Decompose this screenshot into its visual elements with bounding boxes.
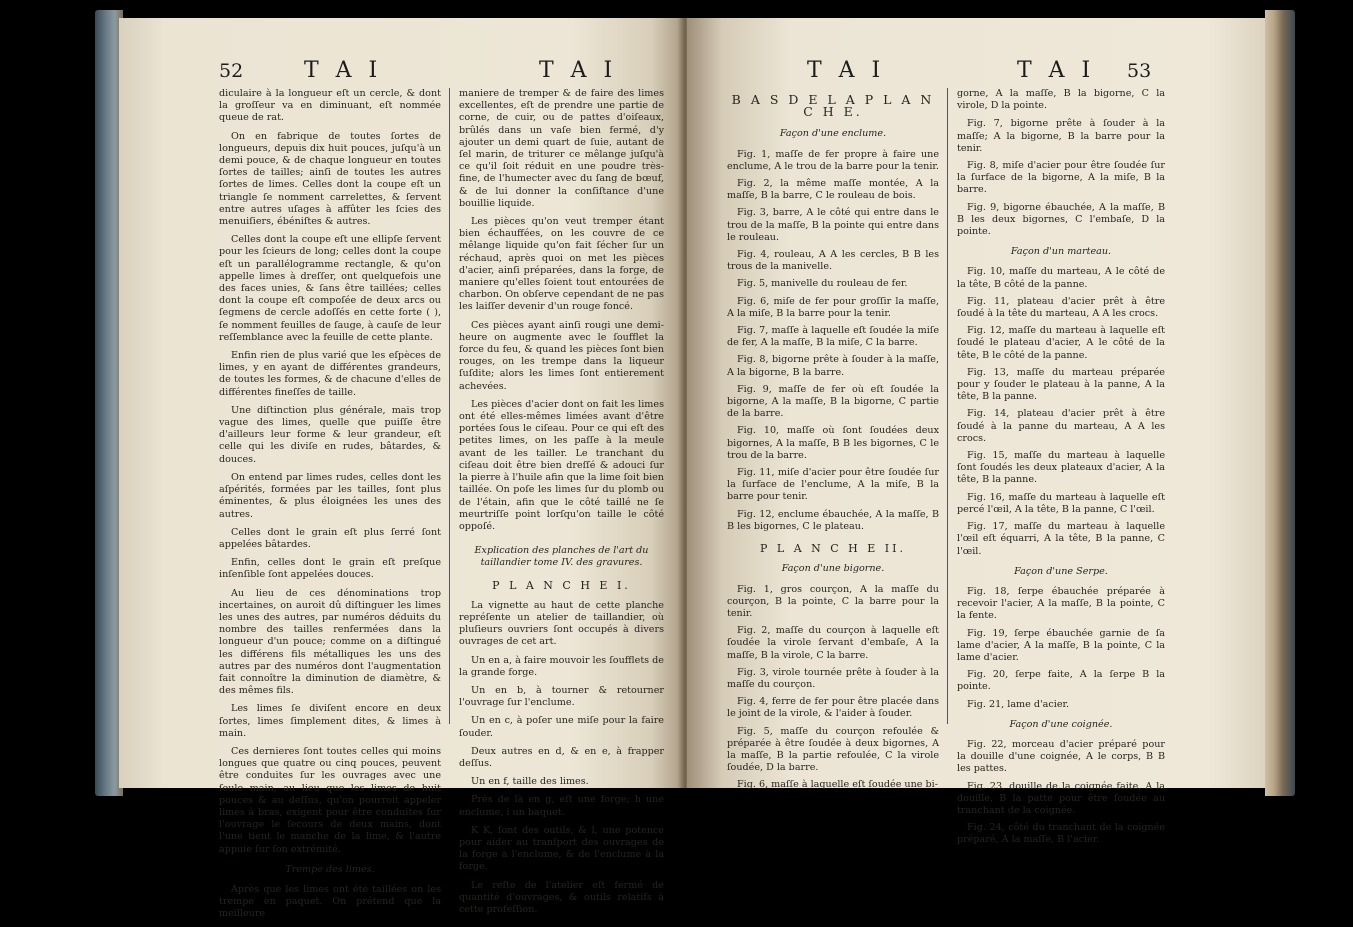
paragraph: Enfin rien de plus varié que les eſpèces de limes, y en ayant de différentes grandeurs, de toutes les formes, & de chacune d'elles de différentes fineſſes de taille. <box>219 350 441 398</box>
section-heading: Façon d'un marteau. <box>1010 246 1112 258</box>
figure-caption: Fig. 1, gros courçon, A la maſſe du courçon, B la pointe, C la barre pour la tenir. <box>727 583 939 619</box>
right-page-column-1 <box>727 88 939 797</box>
left-page-column-1 <box>219 88 441 927</box>
figure-caption: Fig. 2, maſſe du courçon à laquelle eſt ſoudée la virole ſervant d'embaſe, A la maſſe, B la virole, C la barre. <box>727 625 939 661</box>
section-heading: Explication des planches de l'art du taillandier tome IV. des gravures. <box>474 545 649 569</box>
figure-caption: Fig. 8, miſe d'acier pour être ſoudée ſur la ſurface de la bigorne, A la miſe, B la barre. <box>957 160 1165 196</box>
running-head-left-col: T A I <box>304 58 383 83</box>
figure-caption: Fig. 16, maſſe du marteau à laquelle eſt percé l'œil, A la tête, B la panne, C l'œil. <box>957 491 1165 515</box>
paragraph: Les pièces d'acier dont on fait les limes ont été elles-mêmes limées avant d'être portées ſous le ciſeau. Pour ce qui eſt des petites limes, on les paſſe à la meule avant de les tailler. Le tranchant du ciſeau doit être bien dreſſé & adouci ſur la pierre à l'huile afin que la lime ſoit bien taillée. On poſe les limes ſur du plomb ou de l'étain, afin que le côté taillé ne ſe meurtriſſe point lorſqu'on taille le côté oppoſé. <box>459 398 664 532</box>
paragraph: Au lieu de ces dénominations trop incertaines, on auroit dû diſtinguer les limes les unes des autres, par numéros déduits du nombre des tailles renfermées dans la longueur d'un pouce; comme on a diſtingué les différens fils métalliques les uns des autres par des numéros dont l'augmentation fait connoître la diminution de diamètre, & des mêmes fils. <box>219 587 441 697</box>
running-head-right-col: T A I <box>539 58 618 83</box>
paragraph: Près de là en g, eſt une forge; h une enclume, i un baquet. <box>459 794 664 818</box>
paragraph: Après que les limes ont été taillées on les trempe en paquet. On prétend que la meilleure <box>219 883 441 920</box>
figure-caption: Fig. 6, miſe de fer pour groſſir la maſſe, A la miſe, B la barre pour la tenir. <box>727 295 939 319</box>
figure-caption: Fig. 21, lame d'acier. <box>967 698 1070 710</box>
paragraph: Celles dont le grain eſt plus ſerré ſont appelées bâtardes. <box>219 526 441 550</box>
figure-caption: Fig. 3, virole tournée prête à ſouder à la maſſe du courçon. <box>727 666 939 690</box>
paragraph: Ces pièces ayant ainſi rougi une demi-heure on augmente avec le ſoufflet la force du feu, & quand les pièces ſont bien rouges, on les trempe dans la liqueur ſuſdite; alors les limes ſont entierement achevées. <box>459 319 664 392</box>
paragraph: maniere de tremper & de faire des limes excellentes, eſt de prendre une partie de corne, de cuir, ou de pattes d'oiſeaux, brûlés dans un vaſe bien fermé, d'y ajouter un demi quart de ſuie, autant de ſel marin, de triturer ce mêlange juſqu'à ce qu'il ſoit réduit en une poudre très-fine, de l'humecter avec du ſang de bœuf, & de lui donner la conſiſtance d'une bouillie liquide. <box>459 88 664 209</box>
figure-caption: Fig. 13, maſſe du marteau préparée pour y ſouder le plateau à la panne, A la tête, B la panne. <box>957 366 1165 403</box>
figure-caption: Fig. 20, ſerpe faite, A la ſerpe B la pointe. <box>957 669 1165 693</box>
figure-caption: Fig. 1, maſſe de fer propre à faire une enclume, A le trou de la barre pour la tenir. <box>727 148 939 172</box>
figure-caption: Fig. 22, morceau d'acier préparé pour la douille d'une coignée, A le corps, B B les pattes. <box>957 738 1165 775</box>
figure-caption: Fig. 11, plateau d'acier prêt à être ſoudé à la tête du marteau, A A les crocs. <box>957 295 1165 320</box>
section-heading: Façon d'une enclume. <box>779 128 887 140</box>
section-heading: Façon d'une Serpe. <box>1014 565 1108 577</box>
paragraph: diculaire à la longueur eſt un cercle, & dont la groſſeur va en diminuant, eſt nommée queue de rat. <box>219 88 441 124</box>
figure-caption: Fig. 5, manivelle du rouleau de fer. <box>737 278 908 290</box>
paragraph: Une diſtinction plus générale, mais trop vague des limes, quelle que puiſſe être d'ailleurs leur forme & leur grandeur, eſt celle qui les diviſe en rudes, bâtardes, & douces. <box>219 404 441 465</box>
paragraph: Le reſte de l'atelier eſt fermé de quantité d'ouvrages, & outils relatifs à cette profeſſion. <box>459 879 664 915</box>
paragraph: Ces dernieres ſont toutes celles qui moins longues que quatre ou cinq pouces, peuvent être conduites ſur les ouvrages avec une ſeule main, au lieu que les limes de huit pouces & au deſſus, qu'on pourroit appeler limes à bras, exigent pour être conduites ſur l'ouvrage le ſecours de deux mains, dont l'une tient le manche de la lime, & l'autre appuie ſur ſon extrémité. <box>219 745 441 855</box>
figure-caption: Fig. 11, miſe d'acier pour être ſoudée ſur la ſurface de l'enclume, A la miſe, B la barre pour tenir. <box>727 467 939 503</box>
figure-caption: Fig. 12, enclume ébauchée, A la maſſe, B B les bigornes, C le plateau. <box>727 508 939 532</box>
plate-heading: P L A N C H E I. <box>492 578 631 592</box>
figure-caption: Fig. 12, maſſe du marteau à laquelle eſt ſoudé le plateau d'acier, A le côté de la tête, B le côté de la panne. <box>957 325 1165 361</box>
figure-caption: Fig. 3, barre, A le côté qui entre dans le trou de la maſſe, B la pointe qui entre dans le rouleau. <box>727 207 939 243</box>
paragraph: Un en f, taille des limes. <box>471 776 589 788</box>
figure-caption: Fig. 19, ſerpe ébauchée garnie de ſa lame d'acier, A la maſſe, B la pointe, C la lame d'acier. <box>957 627 1165 663</box>
figure-caption: Fig. 4, ferre de fer pour être placée dans le joint de la virole, & l'aider à ſouder. <box>727 696 939 720</box>
figure-caption: gorne, A la maſſe, B la bigorne, C la virole, D la pointe. <box>957 88 1165 112</box>
figure-caption: Fig. 6, maſſe à laquelle eſt ſoudée une bi- <box>737 779 938 791</box>
book-cover-right <box>1265 10 1295 796</box>
open-book <box>95 8 1295 920</box>
paragraph: Un en a, à faire mouvoir les ſoufflets de la grande forge. <box>459 654 664 678</box>
figure-caption: Fig. 2, la même maſſe montée, A la maſſe, B la barre, C le rouleau de bois. <box>727 178 939 202</box>
plate-heading: P L A N C H E II. <box>760 542 906 556</box>
section-heading: Trempe des limes. <box>285 863 375 875</box>
page-number-right: 53 <box>1127 60 1152 82</box>
figure-caption: Fig. 8, bigorne prête à ſouder à la maſſe, A la bigorne, B la barre. <box>727 354 939 378</box>
left-page <box>119 18 685 920</box>
figure-caption: Fig. 10, maſſe du marteau, A le côté de la tête, B côté de la panne. <box>957 266 1165 290</box>
section-heading: Façon d'une coignée. <box>1009 718 1113 730</box>
figure-caption: Fig. 4, rouleau, A A les cercles, B B les trous de la manivelle. <box>727 249 939 273</box>
figure-caption: Fig. 18, ſerpe ébauchée préparée à recevoir l'acier, A la maſſe, B la pointe, C la fente. <box>957 585 1165 622</box>
figure-caption: Fig. 14, plateau d'acier prêt à être ſoudé à la panne du marteau, A A les crocs. <box>957 408 1165 444</box>
figure-caption: Fig. 24, côté du tranchant de la coignée préparé, A la maſſe, B l'acier. <box>957 822 1165 846</box>
page-number-left: 52 <box>219 60 244 82</box>
paragraph: On en fabrique de toutes ſortes de longueurs, depuis dix huit pouces, juſqu'à un demi pouce, & de chaque longueur en toutes ſortes de tailles; ainſi de toutes les autres ſortes de limes. Celles dont la coupe eſt un triangle ſe nomment carrelettes, & ſervent entre autres uſages à affûter les ſcies des menuiſiers, ébéniſtes & autres. <box>219 130 441 228</box>
figure-caption: Fig. 9, bigorne ébauchée, A la maſſe, B B les deux bigornes, C l'embaſe, D la pointe. <box>957 201 1165 238</box>
figure-caption: Fig. 9, maſſe de fer où eſt ſoudée la bigorne, A la maſſe, B la bigorne, C partie de la barre. <box>727 383 939 420</box>
figure-caption: Fig. 23, douille de la coignée faite, A la douille, B la patte pour être ſoudée au tranchant de la coignée. <box>957 780 1165 816</box>
figure-caption: Fig. 17, maſſe du marteau à laquelle l'œil eſt équarri, A la tête, B la panne, C l'œil. <box>957 521 1165 557</box>
section-title: B A S D E L A P L A N C H E. <box>731 92 935 120</box>
figure-caption: Fig. 15, maſſe du marteau à laquelle ſont ſoudés les deux plateaux d'acier, A la tête, B la panne. <box>957 450 1165 486</box>
figure-caption: Fig. 10, maſſe où ſont ſoudées deux bigornes, A la maſſe, B B les bigornes, C le trou de la barre. <box>727 425 939 461</box>
paragraph: K K, ſont des outils, & l, une potence pour aider au tranſport des ouvrages de la forge à l'enclume, & de l'enclume à la forge. <box>459 824 664 873</box>
paragraph: Les limes ſe diviſent encore en deux ſortes, limes ſimplement dites, & limes à main. <box>219 703 441 739</box>
section-heading: Façon d'une bigorne. <box>781 563 885 575</box>
right-page <box>687 18 1265 846</box>
column-rule <box>449 88 450 724</box>
paragraph: Enfin, celles dont le grain eſt preſque inſenſible ſont appelées douces. <box>219 557 441 581</box>
figure-caption: Fig. 5, maſſe du courçon refoulée & préparée à être ſoudée à deux bigornes, A la maſſe, B la partie refoulée, C la virole ſoudée, D la barre. <box>727 725 939 774</box>
figure-caption: Fig. 7, maſſe à laquelle eſt ſoudée la miſe de fer, A la maſſe, B la miſe, C la barre. <box>727 325 939 349</box>
paragraph: Un en b, à tourner & retourner l'ouvrage ſur l'enclume. <box>459 684 664 709</box>
running-head-left-col: T A I <box>807 58 886 83</box>
paragraph: Les pièces qu'on veut tremper étant bien échauffées, on les couvre de ce mêlange liquide qu'on fait ſécher ſur un réchaud, après quoi on met les pièces d'acier, ainſi préparées, dans la forge, de maniere qu'elles ſoient tout entourées de charbon. On obſerve cependant de ne pas les laiſſer devenir d'un rouge foncé. <box>459 216 664 313</box>
right-page-column-2 <box>957 88 1165 852</box>
paragraph: Un en c, à poſer une miſe pour la faire ſouder. <box>459 715 664 739</box>
figure-caption: Fig. 7, bigorne prête à ſouder à la maſſe; A la bigorne, B la barre pour la tenir. <box>957 118 1165 154</box>
left-page-column-2 <box>459 88 664 922</box>
paragraph: Celles dont la coupe eſt une ellipſe ſervent pour les ſcieurs de long; celles dont la coupe eſt un parallélogramme rectangle, & qu'on appelle limes à dreſſer, ont quelquefois une des faces unies, & ſans être taillées; celles dont la coupe eſt compoſée de deux arcs ou ſegmens de cercle adoſſés en cette forte ( ), ſe nomment feuilles de ſauge, à cauſe de leur reſſemblance avec la feuille de cette plante. <box>219 234 441 343</box>
paragraph: Deux autres en d, & en e, à frapper deſſus. <box>459 745 664 769</box>
paragraph: La vignette au haut de cette planche repréſente un atelier de taillandier, où pluſieurs ouvriers ſont occupés à divers ouvrages de cet art. <box>459 599 664 648</box>
running-head-right-col: T A I <box>1017 58 1096 83</box>
column-rule <box>947 88 948 724</box>
paragraph: On entend par limes rudes, celles dont les aſpérités, formées par les tailles, ſont plus éminentes, & plus éloignées les unes des autres. <box>219 471 441 520</box>
